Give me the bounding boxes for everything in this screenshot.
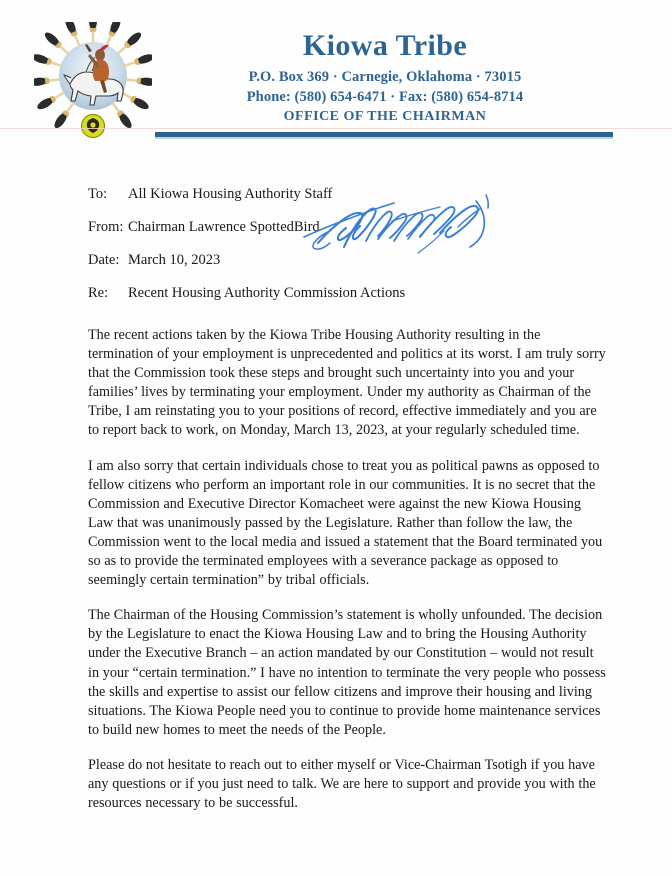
memo-row-date bbox=[88, 252, 608, 285]
re-value: Recent Housing Authority Commission Actions bbox=[128, 285, 406, 301]
letterhead-text-block bbox=[155, 30, 615, 126]
body-paragraph-4: Please do not hesitate to reach out to either myself or Vice-Chairman Tsotigh if you have any questions or if you just need to talk. We are here to support and provide you with the resources necessary to be successful. bbox=[88, 756, 596, 812]
phone-fax-line: Phone: (580) 654-6471 · Fax: (580) 654-8714 bbox=[246, 88, 524, 105]
date-label: Date: bbox=[88, 252, 120, 268]
letter-body bbox=[88, 326, 606, 813]
letterhead bbox=[0, 0, 672, 150]
body-paragraph-1: The recent actions taken by the Kiowa Tribe Housing Authority resulting in the termination of your employment is unprecedented and politics at its worst. I am truly sorry that the Commission took these steps and brought such uncertainty into you and your families’ lives by terminating your employment. Under my authority as Chairman of the Tribe, I am reinstating you to your positions of record, effective immediately and you are to report back to work, on Monday, March 13, 2023, at your regularly scheduled time. bbox=[88, 327, 606, 439]
mailing-address: P.O. Box 369 · Carnegie, Oklahoma · 73015 bbox=[248, 68, 522, 85]
memo-row-to bbox=[88, 186, 608, 219]
date-value: March 10, 2023 bbox=[128, 252, 221, 268]
body-paragraph-2: I am also sorry that certain individuals chose to treat you as political pawns as opposed to fellow citizens who perform an important role in our communities. It is no secret that the Commission and Executive Director Komacheet were against the new Kiowa Housing Law that was unanimously passed by the Legislature. Rather than follow the law, the Commission went to the local media and issued a statement that the Board terminated you so as to provide the terminated employees with a severance package as opposed to seemingly certain termination” by tribal officials. bbox=[88, 457, 603, 589]
scan-artifact-line bbox=[0, 128, 672, 129]
memo-header bbox=[88, 186, 608, 318]
header-divider bbox=[155, 132, 613, 137]
memo-row-from bbox=[88, 219, 608, 252]
body-paragraph-3: The Chairman of the Housing Commission’s statement is wholly unfounded. The decision by the Legislature to enact the Kiowa Housing Law and to bring the Housing Authority under the Executive Branch – an action mandated by our Constitution – would not result in your “certain termination.” I have no intention to terminate the very people who possess the skills and expertise to assist our fellow citizens and improve their housing and living situations. The Kiowa People need you to continue to provide home maintenance services to build new homes to meet the needs of the People. bbox=[88, 607, 606, 738]
to-value: All Kiowa Housing Authority Staff bbox=[128, 186, 333, 202]
to-label: To: bbox=[88, 186, 108, 202]
organization-name: Kiowa Tribe bbox=[302, 29, 468, 62]
office-subtitle: OFFICE OF THE CHAIRMAN bbox=[283, 108, 487, 124]
from-label: From: bbox=[88, 219, 124, 235]
from-value: Chairman Lawrence SpottedBird bbox=[128, 219, 320, 235]
memo-row-re bbox=[88, 285, 608, 318]
re-label: Re: bbox=[88, 285, 109, 301]
tribal-seal-icon bbox=[34, 22, 152, 140]
